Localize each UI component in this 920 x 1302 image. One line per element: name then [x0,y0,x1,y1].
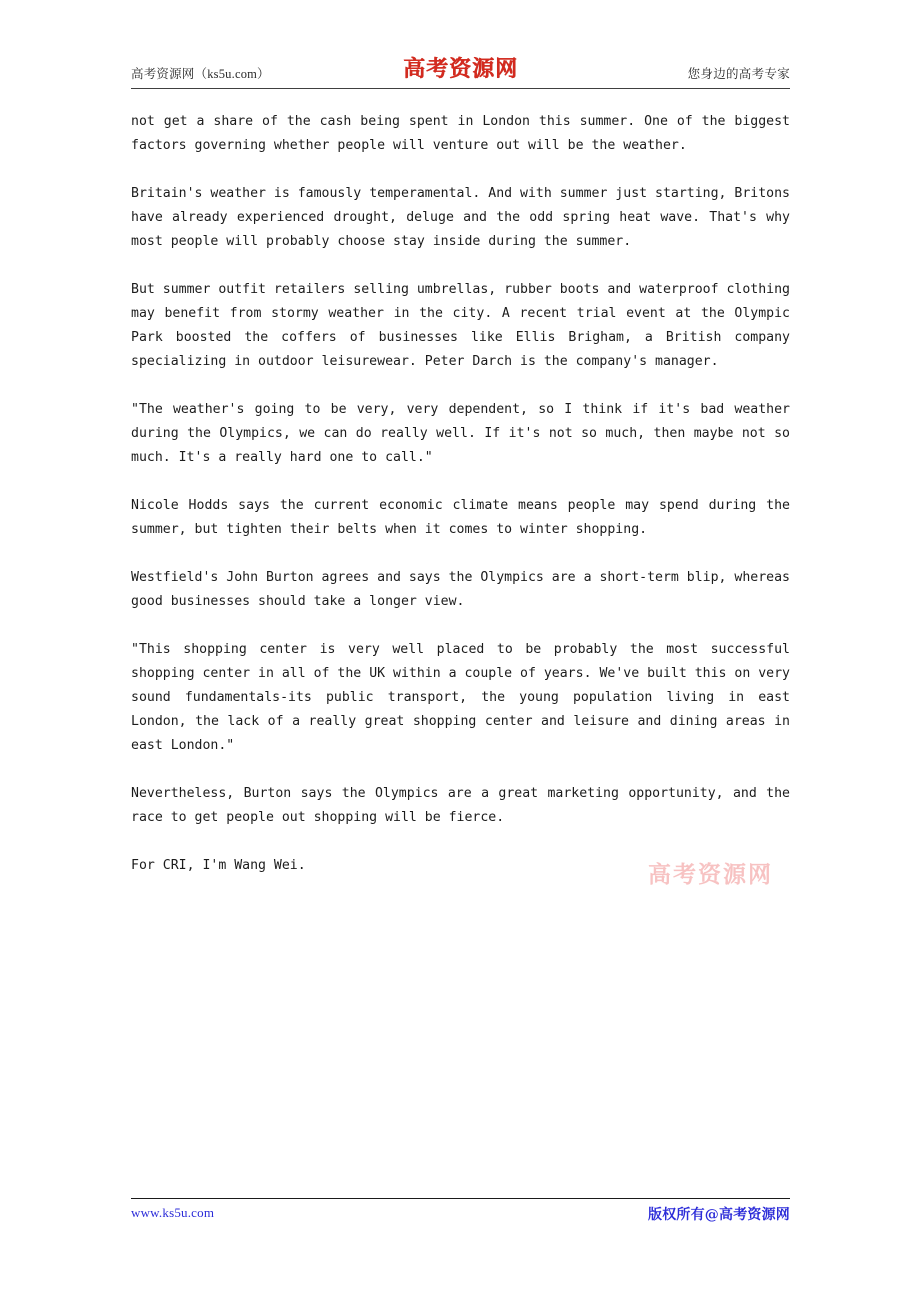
paragraph: "This shopping center is very well placed to be probably the most successful shopping center in all of the UK within a couple of years. We've built this on very sound fundamentals-its public transport, the young population living in east London, the lack of a really great shopping center and leisure and dining areas in east London." [131,642,790,753]
header-site-name: 高考资源网（ks5u.com） [131,67,270,81]
page-footer [131,1205,790,1229]
paragraph: "The weather's going to be very, very dependent, so I think if it's bad weather during the Olympics, we can do really well. If it's not so much, then maybe not so much. It's a really hard one to call." [131,402,790,465]
header-logo: 高考资源网 [402,56,519,82]
document-body [131,110,790,878]
paragraph-signoff: For CRI, I'm Wang Wei. [131,858,306,873]
header-row [131,52,790,82]
paragraph: not get a share of the cash being spent in London this summer. One of the biggest factors governing whether people will venture out will be the weather. [131,114,790,153]
paragraph: Westfield's John Burton agrees and says the Olympics are a short-term blip, whereas good businesses should take a longer view. [131,570,790,609]
paragraph: But summer outfit retailers selling umbrellas, rubber boots and waterproof clothing may benefit from stormy weather in the city. A recent trial event at the Olympic Park boosted the coffers of businesses like Ellis Brigham, a British company specializing in outdoor leisurewear. Peter Darch is the company's manager. [131,282,790,369]
page-watermark: 高考资源网 [648,861,773,888]
footer-copyright: 版权所有@高考资源网 [648,1207,790,1223]
header-slogan: 您身边的高考专家 [687,67,790,81]
paragraph: Nevertheless, Burton says the Olympics are a great marketing opportunity, and the race to get people out shopping will be fierce. [131,786,790,825]
paragraph: Nicole Hodds says the current economic climate means people may spend during the summer, but tighten their belts when it comes to winter shopping. [131,498,790,537]
footer-divider [131,1198,790,1199]
header-divider [131,88,790,89]
footer-website-link[interactable]: www.ks5u.com [131,1205,215,1220]
paragraph: Britain's weather is famously temperamental. And with summer just starting, Britons have already experienced drought, deluge and the odd spring heat wave. That's why most people will probably choose stay inside during the summer. [131,186,790,249]
page-header [131,52,790,90]
